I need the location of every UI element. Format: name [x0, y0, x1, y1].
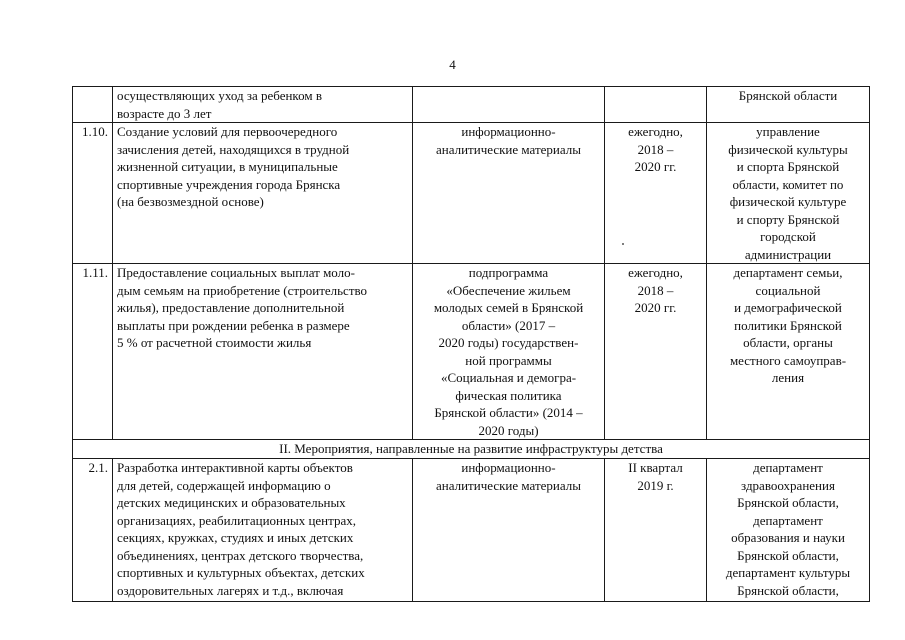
responsible-cell: департамент здравоохранения Брянской области, департамент образования и науки Брянской области, департамент культуры Брянской области, — [707, 459, 870, 602]
page-number: 4 — [449, 57, 456, 72]
measures-table — [72, 86, 870, 602]
measure-description: Разработка интерактивной карты объектов для детей, содержащей информацию о детских медицинских и образовательных организациях, реабилитационных центрах, секциях, кружках, студиях и иных детских объединениях, центрах детского творчества, спортивных и культурных объектах, детских оздоровительных лагерях и т.д., включая — [113, 459, 413, 602]
table-row — [73, 87, 870, 123]
term-cell: II квартал 2019 г. — [605, 459, 707, 602]
row-number — [73, 87, 113, 123]
source-cell — [413, 87, 605, 123]
row-number: 1.11. — [73, 264, 113, 440]
term-cell: ежегодно, 2018 – 2020 гг. — [605, 123, 707, 264]
responsible-cell: департамент семьи, социальной и демографической политики Брянской области, органы местного самоуправ- ления — [707, 264, 870, 440]
term-cell: ежегодно, 2018 – 2020 гг. — [605, 264, 707, 440]
scan-speck — [622, 243, 624, 245]
source-cell: информационно- аналитические материалы — [413, 459, 605, 602]
responsible-cell: управление физической культуры и спорта Брянской области, комитет по физической культуре и спорту Брянской городской администрации — [707, 123, 870, 264]
row-number: 2.1. — [73, 459, 113, 602]
term-cell — [605, 87, 707, 123]
row-number: 1.10. — [73, 123, 113, 264]
measure-description: осуществляющих уход за ребенком в возрасте до 3 лет — [113, 87, 413, 123]
table-row — [73, 264, 870, 440]
table-row — [73, 123, 870, 264]
section-title: II. Мероприятия, направленные на развитие инфраструктуры детства — [73, 440, 870, 459]
source-cell: информационно- аналитические материалы — [413, 123, 605, 264]
measure-description: Предоставление социальных выплат моло- дым семьям на приобретение (строительство жилья), предоставление дополнительной выплаты при рождении ребенка в размере 5 % от расчетной стоимости жилья — [113, 264, 413, 440]
section-header-row — [73, 440, 870, 459]
table-row — [73, 459, 870, 602]
source-cell: подпрограмма «Обеспечение жильем молодых семей в Брянской области» (2017 – 2020 годы) государствен- ной программы «Социальная и демогра- фическая политика Брянской области» (2014 – 2020 годы) — [413, 264, 605, 440]
measure-description: Создание условий для первоочередного зачисления детей, находящихся в трудной жизненной ситуации, в муниципальные спортивные учреждения города Брянска (на безвозмездной основе) — [113, 123, 413, 264]
responsible-cell: Брянской области — [707, 87, 870, 123]
